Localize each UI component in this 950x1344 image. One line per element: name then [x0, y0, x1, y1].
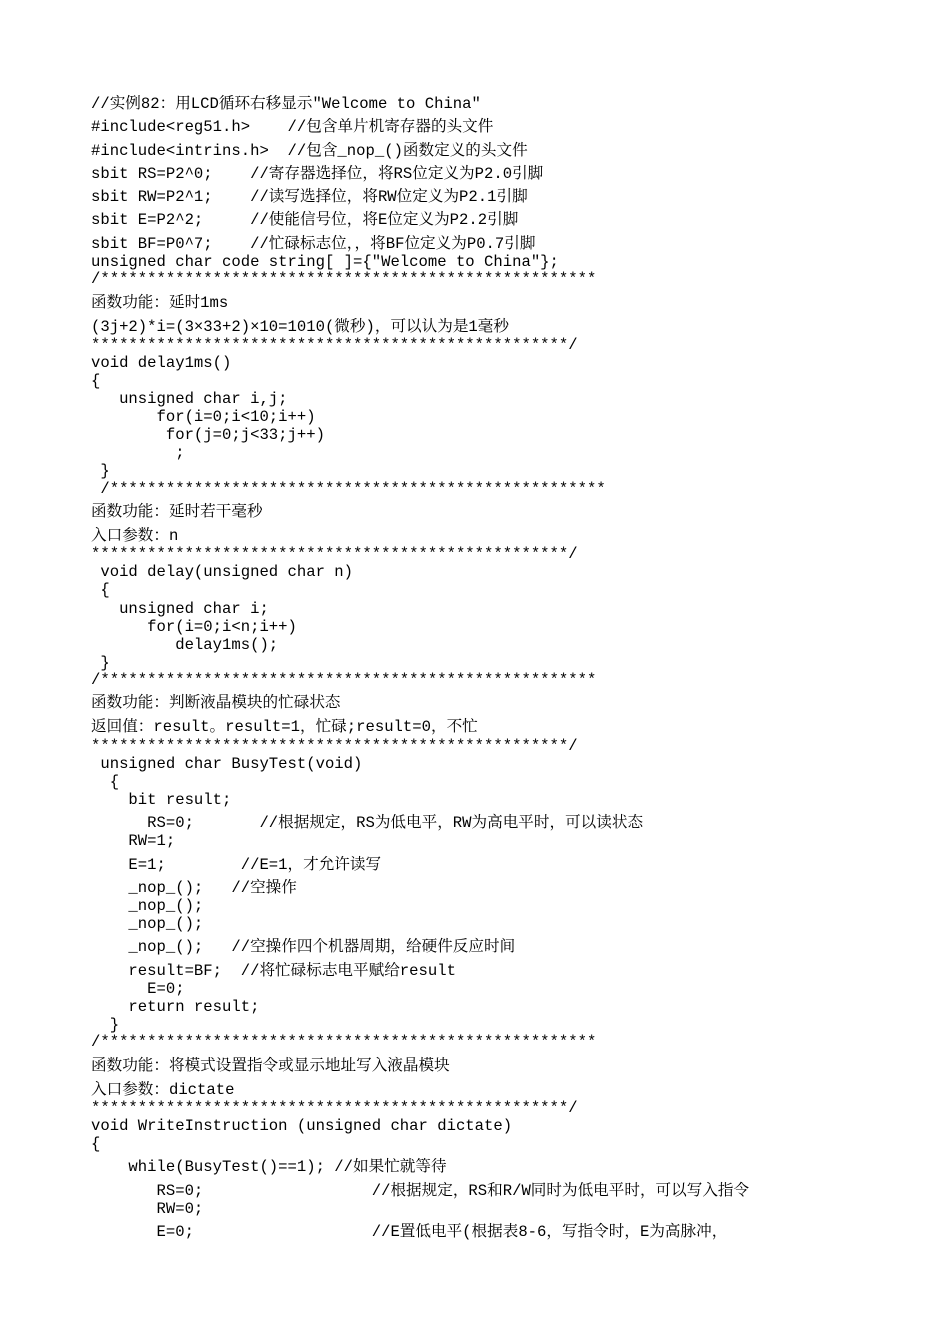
- code-line: E=0; //E置低电平(根据表8-6，写指令时，E为高脉冲，: [91, 1223, 728, 1241]
- comment-divider: ***************************************************/: [91, 1099, 578, 1117]
- comment-line: 函数功能：判断液晶模块的忙碌状态: [91, 694, 341, 712]
- code-line: RW=0;: [91, 1200, 204, 1218]
- code-line: for(i=0;i<n;i++): [91, 618, 297, 636]
- code-line: }: [91, 654, 110, 672]
- comment-line: 函数功能：将模式设置指令或显示地址写入液晶模块: [91, 1057, 450, 1075]
- code-line: unsigned char i;: [91, 600, 269, 618]
- code-line: delay1ms();: [91, 636, 279, 654]
- code-line: unsigned char code string[ ]={"Welcome to China"};: [91, 253, 559, 271]
- code-line: RS=0; //根据规定，RS为低电平，RW为高电平时，可以读状态: [91, 814, 644, 832]
- code-line: unsigned char BusyTest(void): [91, 755, 363, 773]
- comment-line: 函数功能：延时若干毫秒: [91, 503, 263, 521]
- code-line: while(BusyTest()==1); //如果忙就等待: [91, 1158, 447, 1176]
- code-line: E=1; //E=1，才允许读写: [91, 856, 382, 874]
- code-line: RW=1;: [91, 832, 176, 850]
- code-line: }: [91, 1016, 120, 1034]
- comment-divider: ***************************************************/: [91, 737, 578, 755]
- code-line: {: [91, 773, 120, 791]
- code-line: sbit RW=P2^1; //读写选择位，将RW位定义为P2.1引脚: [91, 188, 528, 206]
- code-line: }: [91, 462, 110, 480]
- code-line: void delay(unsigned char n): [91, 563, 354, 581]
- comment-divider: /*****************************************************: [91, 1033, 597, 1051]
- code-line: bit result;: [91, 791, 232, 809]
- code-line: sbit BF=P0^7; //忙碌标志位，，将BF位定义为P0.7引脚: [91, 235, 536, 253]
- code-line: void WriteInstruction (unsigned char dictate): [91, 1117, 513, 1135]
- code-line: #include<intrins.h> //包含_nop_()函数定义的头文件: [91, 142, 528, 160]
- code-line: ;: [91, 444, 185, 462]
- code-line: {: [91, 1135, 101, 1153]
- comment-line: 返回值：result。result=1，忙碌;result=0，不忙: [91, 718, 478, 736]
- code-line: RS=0; //根据规定，RS和R/W同时为低电平时，可以写入指令: [91, 1182, 750, 1200]
- code-line: for(i=0;i<10;i++): [91, 408, 316, 426]
- comment-line: 函数功能：延时1ms: [91, 294, 229, 312]
- comment-line: 入口参数：n: [91, 527, 179, 545]
- code-line: unsigned char i,j;: [91, 390, 288, 408]
- code-line: #include<reg51.h> //包含单片机寄存器的头文件: [91, 118, 494, 136]
- code-line: _nop_(); //空操作: [91, 879, 297, 897]
- code-line: _nop_(); //空操作四个机器周期，给硬件反应时间: [91, 938, 516, 956]
- code-line: //实例82：用LCD循环右移显示"Welcome to China": [91, 95, 481, 113]
- comment-line: 入口参数：dictate: [91, 1081, 235, 1099]
- code-line: sbit RS=P2^0; //寄存器选择位，将RS位定义为P2.0引脚: [91, 165, 544, 183]
- code-line: sbit E=P2^2; //使能信号位，将E位定义为P2.2引脚: [91, 211, 519, 229]
- comment-divider: ***************************************************/: [91, 545, 578, 563]
- comment-divider: /*****************************************************: [91, 480, 606, 498]
- code-line: {: [91, 581, 110, 599]
- code-line: void delay1ms(): [91, 354, 232, 372]
- code-line: for(j=0;j<33;j++): [91, 426, 325, 444]
- code-line: _nop_();: [91, 915, 204, 933]
- code-line: result=BF; //将忙碌标志电平赋给result: [91, 962, 456, 980]
- code-line: _nop_();: [91, 897, 204, 915]
- comment-divider: /*****************************************************: [91, 671, 597, 689]
- comment-line: (3j+2)*i=(3×33+2)×10=1010(微秒)，可以认为是1毫秒: [91, 318, 509, 336]
- comment-divider: ***************************************************/: [91, 336, 578, 354]
- code-line: {: [91, 372, 101, 390]
- code-line: E=0;: [91, 980, 185, 998]
- comment-divider: /*****************************************************: [91, 270, 597, 288]
- code-line: return result;: [91, 998, 260, 1016]
